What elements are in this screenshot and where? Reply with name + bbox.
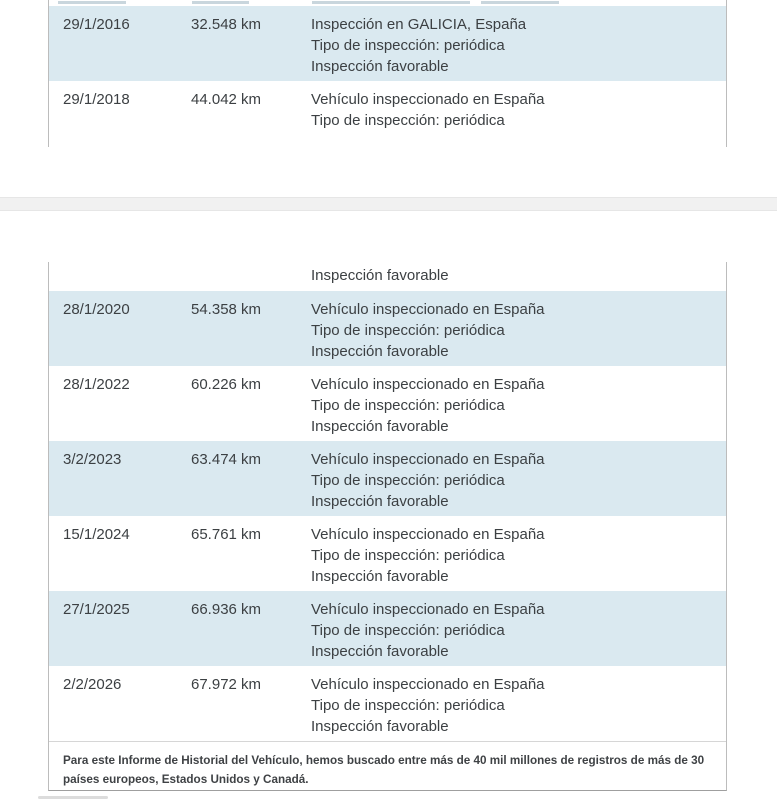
inspection-detail-line: Vehículo inspeccionado en España	[311, 376, 545, 393]
inspection-date: 29/1/2018	[63, 91, 130, 108]
inspection-detail-line: Inspección favorable	[311, 343, 449, 360]
inspection-row	[49, 666, 726, 741]
inspection-detail-line: Vehículo inspeccionado en España	[311, 601, 545, 618]
inspection-odometer	[191, 265, 311, 291]
inspection-details	[311, 374, 716, 441]
inspection-date: 2/2/2026	[63, 676, 122, 693]
inspection-detail-line: Inspección favorable	[311, 58, 449, 75]
inspection-table-fragment-1	[48, 0, 727, 147]
inspection-date: 3/2/2023	[63, 451, 122, 468]
inspection-detail-line: Tipo de inspección: periódica	[311, 37, 505, 54]
cutoff-text-remnant	[192, 1, 249, 4]
inspection-row	[49, 591, 726, 666]
cutoff-text-remnant	[481, 1, 559, 4]
inspection-detail-line: Tipo de inspección: periódica	[311, 112, 505, 129]
page-break-gap	[0, 197, 777, 211]
inspection-details	[311, 265, 716, 291]
inspection-details	[311, 449, 716, 516]
inspection-details	[311, 674, 716, 741]
inspection-table-fragment-2	[48, 262, 727, 791]
inspection-odometer: 63.474 km	[191, 451, 262, 468]
inspection-details	[311, 299, 716, 366]
cutoff-text-remnant	[312, 1, 470, 4]
inspection-detail-line: Vehículo inspeccionado en España	[311, 91, 545, 108]
inspection-date: 27/1/2025	[63, 601, 130, 618]
inspection-row	[49, 6, 726, 81]
inspection-detail-line: Inspección favorable	[311, 568, 449, 585]
inspection-odometer: 32.548 km	[191, 16, 262, 33]
inspection-row	[49, 81, 726, 147]
inspection-detail-line: Tipo de inspección: periódica	[311, 322, 505, 339]
cutoff-row-remnant	[49, 0, 726, 6]
inspection-odometer: 54.358 km	[191, 301, 262, 318]
cutoff-text-remnant	[58, 1, 126, 4]
inspection-date: 29/1/2016	[63, 16, 130, 33]
inspection-row	[49, 291, 726, 366]
inspection-detail-line: Vehículo inspeccionado en España	[311, 676, 545, 693]
inspection-detail-line: Inspección favorable	[311, 643, 449, 660]
inspection-detail-line: Vehículo inspeccionado en España	[311, 301, 545, 318]
inspection-detail-line: Inspección en GALICIA, España	[311, 16, 527, 33]
inspection-detail-line: Tipo de inspección: periódica	[311, 472, 505, 489]
inspection-date: 15/1/2024	[63, 526, 130, 543]
inspection-detail-line: Vehículo inspeccionado en España	[311, 526, 545, 543]
report-page-2	[0, 211, 777, 800]
inspection-detail-line: Tipo de inspección: periódica	[311, 397, 505, 414]
inspection-details	[311, 14, 716, 81]
inspection-odometer: 44.042 km	[191, 91, 262, 108]
inspection-detail-line: Tipo de inspección: periódica	[311, 547, 505, 564]
cutoff-next-element-remnant	[38, 796, 108, 799]
inspection-detail-line: Vehículo inspeccionado en España	[311, 451, 545, 468]
inspection-row	[49, 366, 726, 441]
inspection-details	[311, 89, 716, 147]
inspection-date	[63, 265, 191, 291]
inspection-detail-line: Inspección favorable	[311, 493, 449, 510]
inspection-detail-line: Tipo de inspección: periódica	[311, 697, 505, 714]
report-footnote: Para este Informe de Historial del Vehículo, hemos buscado entre más de 40 mil millones de registros de más de 30 países europeos, Estados Unidos y Canadá.	[49, 741, 726, 790]
inspection-row	[49, 516, 726, 591]
inspection-details	[311, 524, 716, 591]
report-page-1	[0, 0, 777, 197]
inspection-details	[311, 599, 716, 666]
inspection-detail-line: Inspección favorable	[311, 267, 449, 284]
inspection-detail-line: Inspección favorable	[311, 418, 449, 435]
inspection-date: 28/1/2022	[63, 376, 130, 393]
inspection-row	[49, 441, 726, 516]
inspection-detail-line: Inspección favorable	[311, 718, 449, 735]
inspection-odometer: 66.936 km	[191, 601, 262, 618]
inspection-odometer: 67.972 km	[191, 676, 262, 693]
inspection-detail-line: Tipo de inspección: periódica	[311, 622, 505, 639]
inspection-odometer: 65.761 km	[191, 526, 262, 543]
inspection-date: 28/1/2020	[63, 301, 130, 318]
inspection-row-carryover	[49, 262, 726, 291]
inspection-odometer: 60.226 km	[191, 376, 262, 393]
